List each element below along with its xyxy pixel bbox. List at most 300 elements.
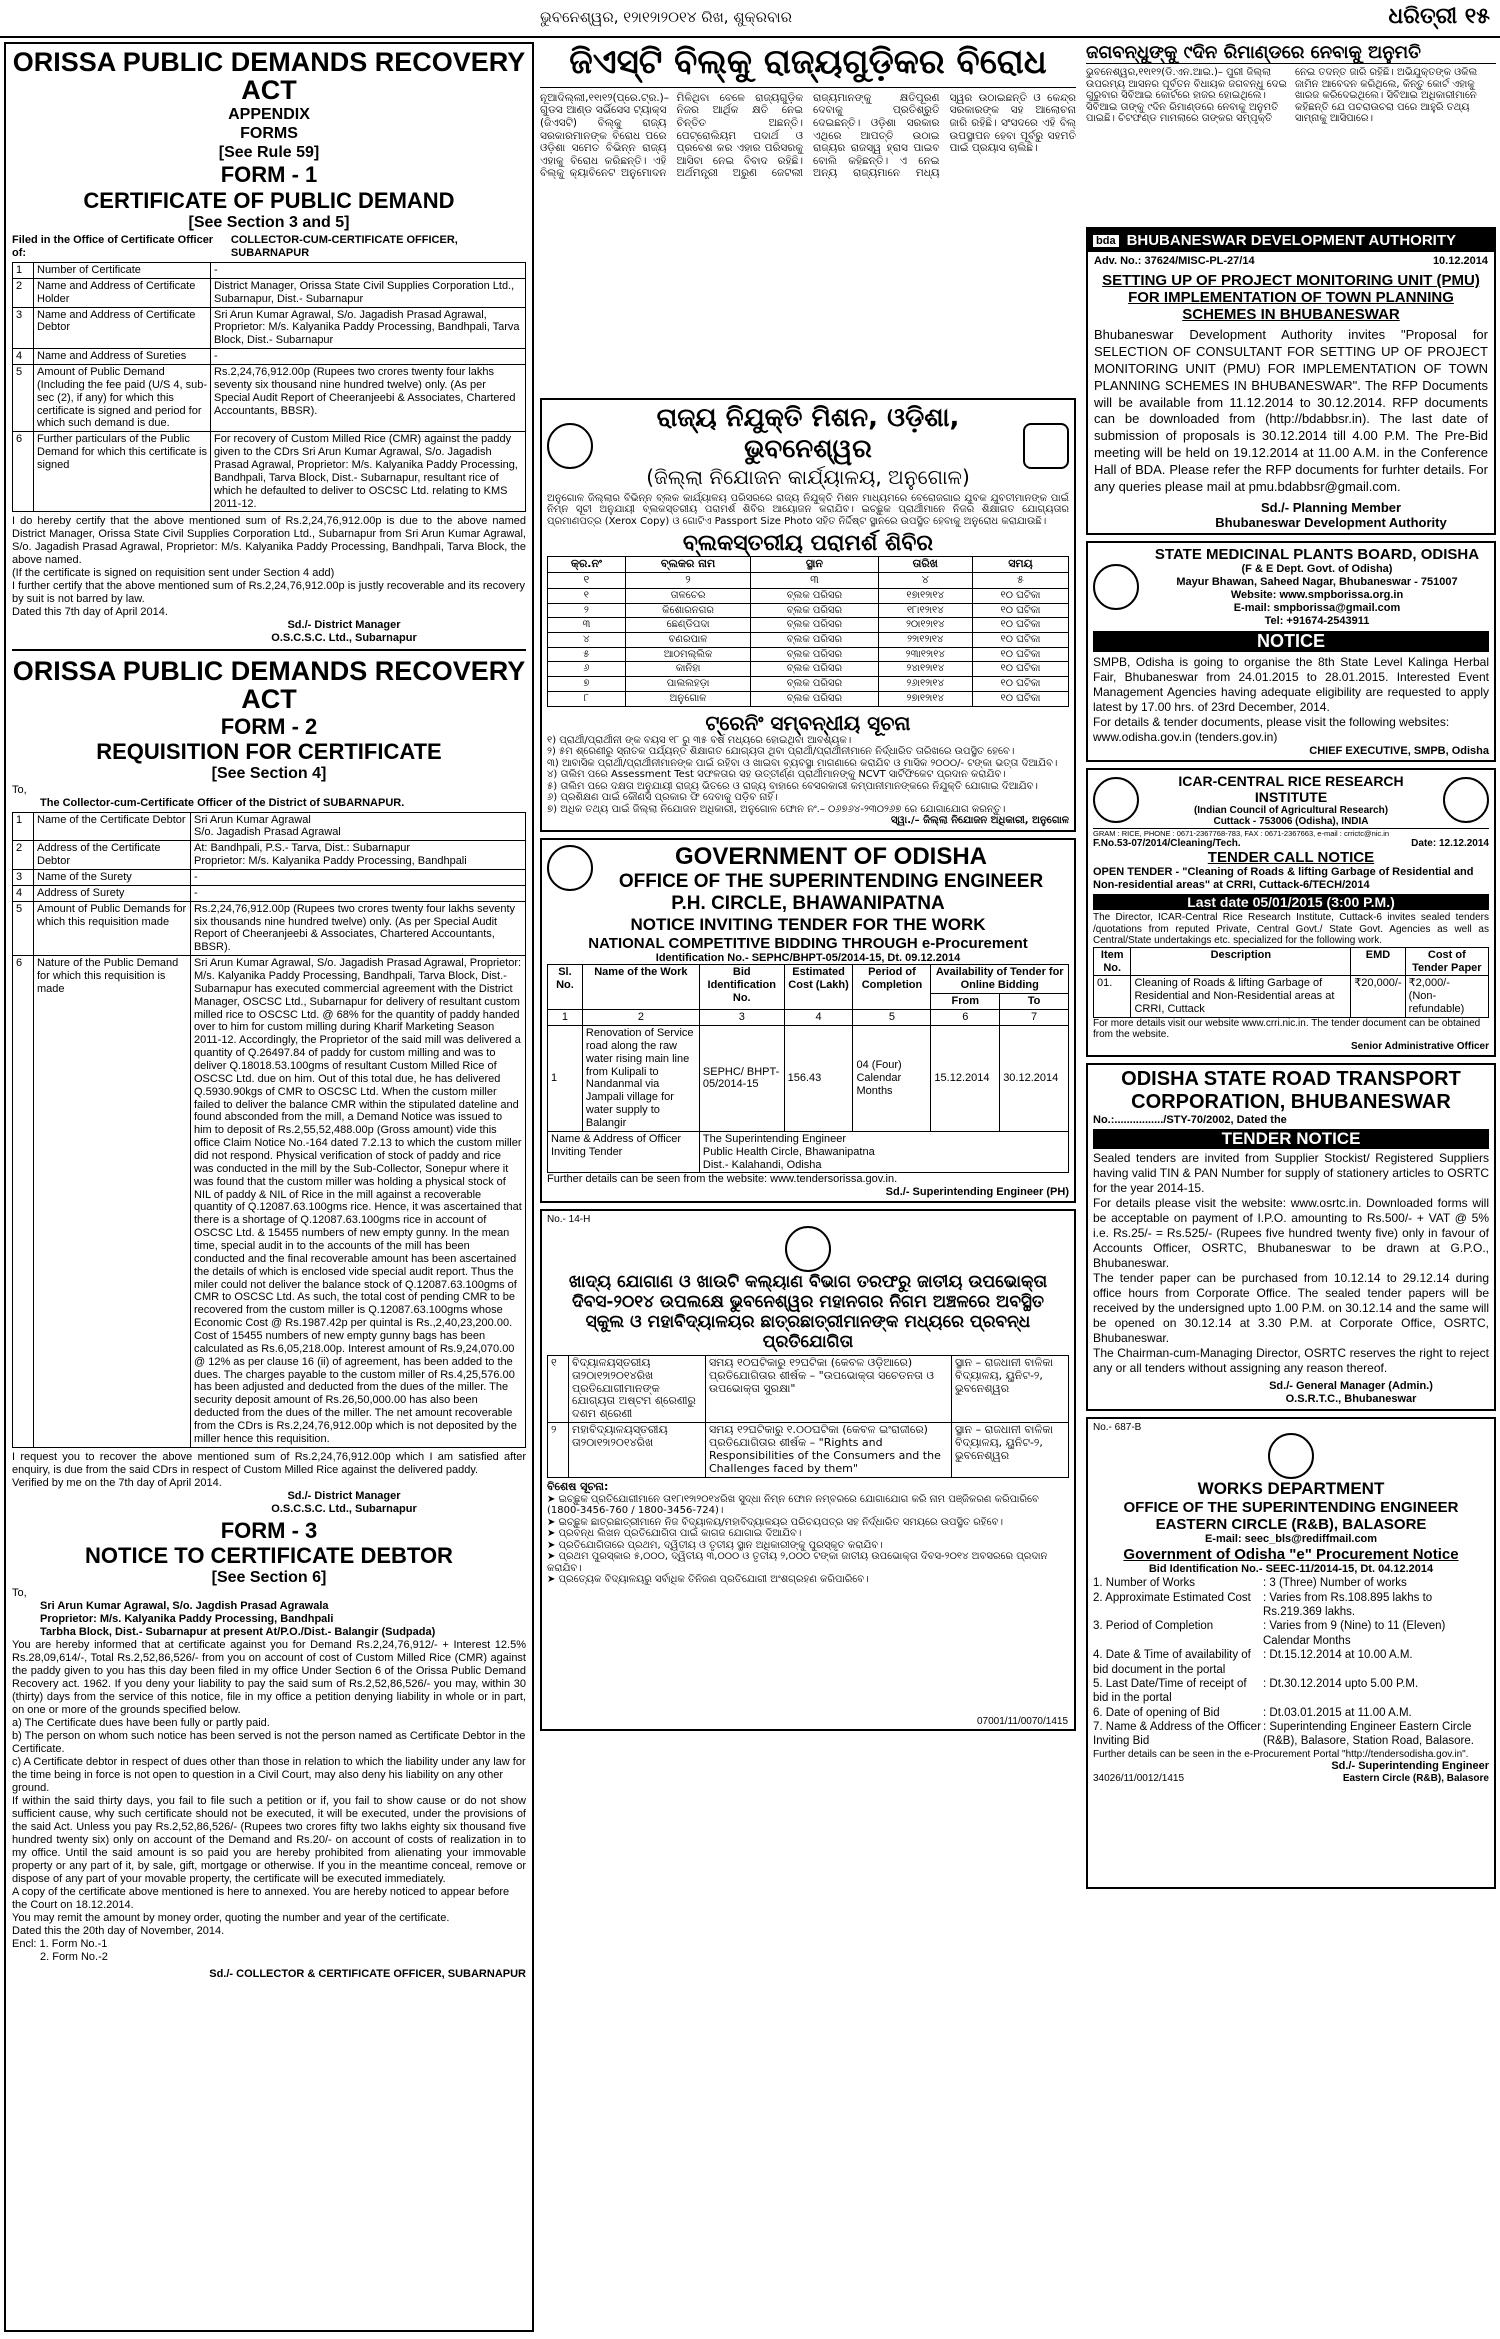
gov-cell: 04 (Four) Calendar Months [853,1025,931,1131]
camp-row [548,618,1069,633]
gov-col-header: Sl. No. [548,965,583,1010]
form2-title: FORM - 2 [220,713,318,739]
food-title-2: ଦିବସ-୨୦୧୪ ଉପଲକ୍ଷେ ଭୁବନେଶ୍ୱର ମହାନଗର ନିଗମ ଅଞ୍ଚଳରେ ଅବସ୍ଥିତ [572,1291,1044,1312]
form1-row [13,349,526,365]
crri-text: The Director, ICAR-Central Rice Research Institute, Cuttack-6 invites sealed tenders /quotations from reputed Private, Central Govt./ State Govt. Agencies as well as Central/State undertakings etc. specialized for the following work. [1093,912,1489,947]
to-label: To, [12,783,27,796]
smpb-notice-banner: NOTICE [1093,631,1489,652]
osrtc-title: ODISHA STATE ROAD TRANSPORT CORPORATION, BHUBANESWAR [1121,1067,1461,1113]
camp-cell: ୧୦ ଘଟିକା [972,589,1068,604]
bda-title: BHUBANESWAR DEVELOPMENT AUTHORITY [1126,232,1457,249]
gov-cell: Renovation of Service road along the raw water rising main line from Kulipali to Nandanmal via Jampali village for water supply to Balangir [582,1025,699,1131]
form1-table [12,262,526,512]
filed-line [12,234,526,260]
form3-ground: a) The Certificate dues have been fully or partly paid. [12,1717,270,1730]
training-item: ୭) ଅଧିକ ତଥ୍ୟ ପାଇଁ ଜିଲ୍ଲା ନିଯୋଜନ ଅଧିକାରୀ, ଅନୁଗୋଳ ଫୋନ ନଂ.– ୦୬୭୬୪-୨୩୦୨୬୭ ରେ ଯୋଗାଯୋଗ କରନ୍ତୁ। [547,803,1006,815]
smpb-text: SMPB, Odisha is going to organise the 8th State Level Kalinga Herbal Fair, Bhubaneswar from 24.01.2015 to 28.01.2015. Interested Event Management Agencies having adequate eligibility are requested to apply latest by 17.00 hrs. of 23rd December, 2014. [1093,654,1489,714]
gov-circle: P.H. CIRCLE, BHAWANIPATNA [671,892,945,914]
camp-table [547,556,1069,706]
food-cell: ୧ [548,1355,569,1422]
gov-addr-label: Name & Address of Officer Inviting Tender [548,1131,700,1173]
gov-num-row [548,1010,1069,1026]
crri-col-header: Cost of Tender Paper [1405,947,1488,976]
form1-cell: 5 [13,364,34,431]
wd-row [1093,1576,1489,1590]
form2-signature: Sd./- District Manager [287,1489,401,1502]
crri-table [1093,947,1489,1018]
wd-title: WORKS DEPARTMENT [1197,1479,1385,1499]
form1-signature: Sd./- District Manager [287,619,401,632]
form3-text: You are hereby informed that at certificate against you for Demand Rs.2,24,76,912/- + Interest 12.5% Rs.28,09,614/-, Total Rs.2,52,86,526/- from you on account of cost of Custom Milled Rice (CMR) against the paddy given to you has this day been filed in my office Under Section 6 of the Orissa Public Demand Recovery act. 1962. If you deny your liability to pay the said sum of Rs.2,52,86,526/- you may, within 30 (thirty) days from the service of this notice, file in my office a petition denying liability in whole or in part, on one or more of the grounds specified below. [12,1639,526,1717]
camp-cell: ବ୍ଲକ ପରିସର [751,691,878,706]
camp-cell: ବଣରପାଳ [625,633,751,648]
form1-row [13,307,526,349]
camp-cell: ବ୍ଲକ ପରିସର [751,618,878,633]
food-cell: ସ୍ଥାନ – ରାଜଧାନୀ ବାଳିକା ବିଦ୍ୟାଳୟ, ୟୁନିଟ-୨, ଭୁବନେଶ୍ୱର [952,1355,1069,1422]
smpb-address: Mayur Bhawan, Saheed Nagar, Bhubaneswar - 751007 [1176,575,1458,588]
form3-ground: c) A Certificate debtor in respect of dues other than those in relation to which the liability under any law for the time being in force is not open to question in a Civil Court, may also deny his liability on any other ground. [12,1756,526,1794]
wd-value: : Superintending Engineer Eastern Circle (R&B), Balasore, Station Road, Balasore. [1263,1721,1474,1748]
to-label-3: To, [12,1587,27,1600]
osrtc-text2: For details please visit the website: www.osrtc.in. Downloaded forms will be acceptable on payment of I.P.O. amounting to Rs.500/- + VAT @ 5% i.e. Rs.25/- = Rs.525/- (Rupees five hundred twenty five) only in favour of Accounts Officer, OSRTC, Bhubaneswar to be drawn at G.P.O., Bhubaneswar. [1093,1195,1489,1270]
form2-cell: Nature of the Public Demand for which this requisition is made [34,956,191,1448]
paper-name: ଧରିତ୍ରୀ [1388,4,1458,29]
smpb-email: E-mail: smpborissa@gmail.com [1233,601,1401,614]
gov-ncb: NATIONAL COMPETITIVE BIDDING THROUGH e-Procurement [588,934,1028,952]
form3-address-line: Sri Arun Kumar Agrawal, S/o. Jagdish Prasad Agrawala [40,1600,329,1613]
food-note: ➤ ପ୍ରତିଯୋଗିତାରେ ପ୍ରଥମ, ଦ୍ୱିତୀୟ ଓ ତୃତୀୟ ସ୍ଥାନ ଅଧିକାରୀଙ୍କୁ ପୁରସ୍କୃତ କରାଯିବ। [547,1539,883,1551]
form3-title: FORM - 3 [220,1517,318,1543]
crri-file-no: F.No.53-07/2014/Cleaning/Tech. [1093,837,1241,849]
osrtc-notice [1086,1063,1496,1411]
crri-open-tender: OPEN TENDER - "Cleaning of Roads & lifting Garbage of Residential and Non-residential areas" at CRRI, Cuttack-6/TECH/2014 [1093,866,1474,892]
gov-tender-table [547,964,1069,1173]
camp-cell: ୧୦ ଘଟିକା [972,647,1068,662]
camp-col-num: ୨ [625,573,751,589]
public-demands-notice [4,42,534,2332]
wd-email: E-mail: seec_bls@rediffmail.com [1204,1533,1378,1546]
gov-col-header: Bid Identification No. [699,965,784,1010]
crri-last-date: Last date 05/01/2015 (3:00 P.M.) [1093,894,1489,910]
smpb-signature: CHIEF EXECUTIVE, SMPB, Odisha [1309,744,1489,757]
wd-value: : Varies from Rs.108.895 lakhs to Rs.219.369 lakhs. [1263,1591,1433,1619]
smpb-text2: For details & tender documents, please visit the following websites: www.odisha.gov.in (tenders.gov.in) [1093,714,1450,744]
food-notice-no: No.- 14-H [547,1214,591,1226]
form2-row [13,956,526,1448]
camp-row [548,603,1069,618]
training-item: ୬) ପ୍ରଶିକ୍ଷଣ ପାଇଁ କୌଣସି ପ୍ରକାର ଫି ଦେବାକୁ ପଡ଼ିବ ନାହିଁ। [547,792,778,804]
wd-label: 3. Period of Completion [1093,1620,1214,1633]
camp-col-header: ସ୍ଥାନ [751,557,878,573]
wd-row [1093,1677,1489,1706]
food-note: ➤ ପ୍ରବନ୍ଧ ଲିଖନ ପ୍ରତିଯୋଗିତା ପାଇଁ କାଗଜ ଯୋଗାଇ ଦିଆଯିବ। [547,1528,802,1540]
crri-footer: For more details visit our website www.crri.nic.in. The tender document can be obtained from the website. [1093,1017,1481,1041]
food-note-title: ବିଶେଷ ସୂଚନା: [547,1479,609,1493]
gov-row [548,1025,1069,1131]
remand-news [1086,42,1496,219]
camp-cell: ୫ [548,647,626,662]
food-cell: ବିଦ୍ୟାଳୟସ୍ତରୀୟ ତା୨୦ା୧୨ା୨୦୧୪ରିଖ ପ୍ରତିଯୋଗୀମାନଙ୍କ ଯୋଗ୍ୟତା ଅଷ୍ଟମ ଶ୍ରେଣୀରୁ ଦଶମ ଶ୍ରେଣୀ [569,1355,706,1422]
wd-signature-org: Eastern Circle (R&B), Balasore [1342,1773,1489,1785]
crri-cell: ₹2,000/- (Non-refundable) [1405,976,1488,1018]
column-left [4,42,534,2338]
food-cell: ମହାବିଦ୍ୟାଳୟସ୍ତରୀୟ ତା୨୦ା୧୨ା୨୦୧୪ରିଖ [569,1423,706,1477]
rule-label: [See Rule 59] [218,144,320,162]
camp-cell: ୪ [548,633,626,648]
crri-notice-title: TENDER CALL NOTICE [1207,849,1375,867]
remand-body: ଭୁବନେଶ୍ୱର,୧୧ା୧୨(ଡି.ଏନ.ଆଇ.)– ପୁରୀ ଜିଲ୍ଲା ଉପରମ୍ୟ ଆସନର ପୂର୍ବତନ ବିଧାୟକ ଜଗବନ୍ଧୁ ଦେଇ ଗୁରୁବାର ସିବିଆଇ କୋର୍ଟରେ ହାଜର ହୋଇଥିଲେ। ସିବିଆଇ ତାଙ୍କୁ ୯ଦିନ ରିମାଣ୍ଡରେ ନେବାକୁ ଅନୁମତି ପାଇଛି। ଚିଟଫଣ୍ଡ ମାମଲାରେ ତାଙ୍କର ସମ୍ପୃକ୍ତି ନେଇ ତଦନ୍ତ ଜାରି ରହିଛି। ଅଭିଯୁକ୍ତଙ୍କ ଓକିଲ ଜାମିନ ଆବେଦନ କରିଥିଲେ, କିନ୍ତୁ କୋର୍ଟ ଏହାକୁ ଖାରଜ କରିଦେଇଥିଲେ। ସିବିଆଇ ଅଧିକାରୀମାନେ କହିଛନ୍ତି ଯେ ପଚରାଉଚରା ପରେ ଆହୁରି ତଥ୍ୟ ସାମ୍ନାକୁ ଆସିପାରେ। [1086,67,1478,124]
form1-cell: Number of Certificate [34,262,211,278]
form2-cell: - [191,869,526,885]
camp-num-row [548,573,1069,589]
gov-subcol: From [931,994,1000,1010]
form2-cell: Address of the Certificate Debtor [34,841,191,870]
wd-signature: Sd./- Superintending Engineer [1331,1760,1489,1773]
training-item: ୫) ତାଲିମ ପରେ ଦକ୍ଷତା ଅନୁଯାୟୀ ରାଜ୍ୟ ଭିତରେ ଓ ରାଜ୍ୟ ବାହାରେ ବେସରକାରୀ କମ୍ପାନୀମାନଙ୍କରେ ନିଯୁକ୍ତି ଯୋଗାଇ ଦିଆଯିବ। [547,780,1038,792]
camp-cell: ବ୍ଲକ ପରିସର [751,647,878,662]
camp-cell: ବ୍ଲକ ପରିସର [751,603,878,618]
form3-grounds [12,1717,526,1795]
osrtc-signature-org: O.S.R.T.C., Bhubaneswar [1285,1392,1417,1405]
bda-heading: SETTING UP OF PROJECT MONITORING UNIT (PMU) FOR IMPLEMENTATION OF TOWN PLANNING SCHEMES IN BHUBANESWAR [1102,271,1480,323]
gov-tender-notice [540,838,1076,1204]
crri-title: ICAR-CENTRAL RICE RESEARCH INSTITUTE [1178,772,1404,805]
form2-cell: Name of the Surety [34,869,191,885]
camp-col-num: ୫ [972,573,1068,589]
camp-row [548,589,1069,604]
osrtc-notice-banner: TENDER NOTICE [1093,1129,1489,1149]
gov-office: OFFICE OF THE SUPERINTENDING ENGINEER [618,870,1044,892]
crri-col-header: EMD [1351,947,1405,976]
odisha-emblem-icon [547,845,593,891]
smpb-sub: (F & E Dept. Govt. of Odisha) [1241,562,1393,575]
form1-row [13,262,526,278]
wd-office: OFFICE OF THE SUPERINTENDING ENGINEER [1123,1499,1459,1517]
form1-cell: Name and Address of Certificate Debtor [34,307,211,349]
wd-row [1093,1648,1489,1677]
form3-enclosure: Encl: 1. Form No.-1 [12,1937,108,1950]
food-note: ➤ ପ୍ରତ୍ୟେକ ବିଦ୍ୟାଳୟରୁ ସର୍ବାଧିକ ତିନିଜଣ ପ୍ରତିଯୋଗୀ ଅଂଶଗ୍ରହଣ କରିପାରିବେ। [547,1574,869,1586]
odisha-emblem-icon [547,423,593,469]
mission-signature: ସ୍ୱା./– ଜିଲ୍ଲା ନିଯୋଜନ ଅଧିକାରୀ, ଅନୁଗୋଳ [890,815,1069,827]
form1-cell: District Manager, Orissa State Civil Supplies Corporation Ltd., Subarnapur, Dist.- Subarnapur [211,278,526,307]
crri-logo-icon [1443,777,1489,823]
page-no: ୧୫ [1464,4,1490,29]
food-cell: ସ୍ଥାନ – ରାଜଧାନୀ ବାଳିକା ବିଦ୍ୟାଳୟ, ୟୁନିଟ-୨, ଭୁବନେଶ୍ୱର [952,1423,1069,1477]
camp-cell: ପାଲଲହଡ଼ା [625,677,751,692]
form1-row [13,278,526,307]
form2-row [13,841,526,870]
gst-news [540,42,1076,392]
wd-notice-title: Government of Odisha "e" Procurement Notice [1123,1546,1459,1564]
to-line: The Collector-cum-Certificate Officer of the District of SUBARNAPUR. [40,796,405,809]
form2-row [13,869,526,885]
filed-label: Filed in the Office of Certificate Officer of: [12,234,214,259]
camp-cell: ୧୮ା୧୨ା୧୪ [878,603,972,618]
camp-cell: ବ୍ଲକ ପରିସର [751,677,878,692]
camp-col-num: ୧ [548,573,626,589]
food-cell: ସମୟ ୧୨ଘଟିକାରୁ ୧.୦୦ଘଟିକା (କେବଳ ଇଂରାଜୀରେ) ପ୍ରତିଯୋଗିତାର ଶୀର୍ଷକ – "Rights and Responsibilities of the Consumers and the Challenges faced by them" [706,1423,952,1477]
camp-row [548,662,1069,677]
camp-cell: ୧୦ ଘଟିକା [972,633,1068,648]
gov-signature: Sd./- Superintending Engineer (PH) [885,1186,1069,1199]
wd-circle: EASTERN CIRCLE (R&B), BALASORE [1155,1516,1427,1534]
filed-value: COLLECTOR-CUM-CERTIFICATE OFFICER, SUBARNAPUR [230,234,458,259]
form2-heading: REQUISITION FOR CERTIFICATE [96,739,442,765]
form1-cell: 3 [13,307,34,349]
form2-cell: Amount of Public Demands for which this requisition made [34,901,191,955]
camp-cell: ୨୬ା୧୨ା୧୪ [878,677,972,692]
remand-headline: ଜଗବନ୍ଧୁଙ୍କୁ ୯ଦିନ ରିମାଣ୍ଡରେ ନେବାକୁ ଅନୁମତି [1086,42,1496,64]
camp-cell: ୨୦ା୧୨ା୧୪ [878,618,972,633]
camp-cell: ଛେଣ୍ଡିପଦା [625,618,751,633]
form1-cell: 2 [13,278,34,307]
form3-address [12,1600,526,1639]
food-row [548,1355,1069,1422]
food-title-1: ଖାଦ୍ୟ ଯୋଗାଣ ଓ ଖାଉଟି କଲ୍ୟାଣ ବିଭାଗ ତରଫରୁ ଜାତୀୟ ଉପଭୋକ୍ତା [568,1271,1048,1292]
gov-addr: The Superintending Engineer Public Health Circle, Bhawanipatna Dist.- Kalahandi, Odisha [699,1131,1068,1173]
act-title-2: ORISSA PUBLIC DEMANDS RECOVERY ACT [12,649,526,714]
form1-cell: Sri Arun Kumar Agrawal, S/o. Jagadish Prasad Agrawal, Proprietor: M/s. Kalyanika Paddy Processing, Bandhpali, Tarva Block, Dist.- Subarnapur [211,307,526,349]
crri-cell: ₹20,000/- [1351,976,1405,1018]
smpb-phone: Tel: +91674-2543911 [1264,614,1370,627]
form1-cell: 1 [13,262,34,278]
bda-logo-icon: bda [1093,235,1119,247]
bda-date: 10.12.2014 [1432,255,1488,267]
form2-row [13,901,526,955]
camp-cell: ଆଠମଲ୍ଲିକ [625,647,751,662]
form2-cell: 2 [13,841,34,870]
crri-cell: Cleaning of Roads & lifting Garbage of Residential and Non-Residential areas at CRRI, Cuttack [1131,976,1351,1018]
bda-text: Bhubaneswar Development Authority invites "Proposal for SELECTION OF CONSULTANT FOR SETTING UP OF PROJECT MONITORING UNIT (PMU) FOR IMPLEMENTATION OF TOWN PLANNING SCHEMES IN BHUBANESWAR". The RFP Documents will be available from 11.12.2014 to 30.12.2014. RFP documents can be downloaded from (http://bdabbsr.in). The last date of submission of proposals is 30.12.2014 till 4.00 P.M. The Pre-Bid meeting will be held on 19.12.2014 at 11.00 A.M. in the Conference Hall of BDA. Please refer the RFP documents for furhter details. For any queries please mail at pmu.bdabbsr@gmail.com. [1094,326,1488,494]
gov-num: 5 [853,1010,931,1026]
form3-heading: NOTICE TO CERTIFICATE DEBTOR [85,1542,453,1568]
camp-cell: ୨୪ା୧୨ା୧୪ [878,662,972,677]
gov-col-header: Availability of Tender for Online Bidding [931,965,1069,994]
form2-cell: Name of the Certificate Debtor [34,812,191,841]
camp-cell: ୮ [548,691,626,706]
wd-value: : Dt.30.12.2014 upto 5.00 P.M. [1263,1677,1419,1690]
form3-section: [See Section 6] [211,1569,327,1587]
employment-mission-notice [540,398,1076,832]
gst-headline: ଜିଏସ୍‌ଟି ବିଲ୍‌କୁ ରାଜ୍ୟଗୁଡ଼ିକର ବିରୋଧ [540,42,1076,88]
form3-text2: If within the said thirty days, you fail to file such a petition or if, you fail to show cause or do not show sufficient cause, why such certificate should not be executed, it will be executed, under the provisions of the said Act. Unless you pay Rs.2,52,86,526/- (Rupees two crores fifty two lakhs eighty six thousand five hundred twenty six) only on account of the Demand and Rs.20/- on account of costs of realization in to my office. Until the said amount is so paid you are hereby prohibited from alienating your immovable property or any part of it, by sale, gift, mortgage or otherwise. If you in the meantime conceal, remove or dispose of any part of your movable property, the certificate will be executed immediately. [12,1794,526,1885]
form1-cell: - [211,262,526,278]
crri-signature: Senior Administrative Officer [1351,1040,1489,1052]
form1-cell: Further particulars of the Public Demand for which this certificate is signed [34,432,211,512]
food-notes [547,1494,1069,1586]
crri-contact: GRAM : RICE, PHONE : 0671-2367768-783, FAX : 0671-2367663, e-mail : crrictc@nic.in [1093,828,1489,838]
osrtc-text3: The tender paper can be purchased from 10.12.14 to 29.12.14 during office hours from Corporate Office. The sealed tender papers will be received by the undersigned upto 1.00 P.M. on 30.12.14 and the same will be opened on 30.12.14 at 3.30 P.M. at Corporate Office, OSRTC, Bhubaneswar. [1093,1270,1489,1345]
camp-cell: ବ୍ଲକ ପରିସର [751,662,878,677]
appendix: APPENDIX [228,105,310,123]
form3-date: Dated this the 20th day of November, 2014. [12,1924,225,1937]
training-item: ୧) ପ୍ରାର୍ଥୀ/ପ୍ରାର୍ଥୀନୀ ଙ୍କ ବୟସ ୧୮ ରୁ ୩୫ ବର୍ଷ ମଧ୍ୟରେ ହୋଇଥିବା ଆବଶ୍ୟକ। [547,734,852,746]
training-title: ଟ୍ରେନିଂ ସମ୍ବନ୍ଧୀୟ ସୂଚନା [705,710,911,735]
wd-value: : 3 (Three) Number of works [1263,1577,1407,1590]
form3-enclosure: 2. Form No.-2 [40,1950,108,1963]
camp-col-header: କ୍ର.ନଂ [548,557,626,573]
osrtc-text: Sealed tenders are invited from Supplier Stockist/ Registered Suppliers having valid TIN & PAN Number for supply of stationery articles to OSRTC for the year 2014-15. [1093,1150,1489,1195]
training-list [547,735,1069,816]
gov-header [548,965,1069,994]
osrtc-signature: Sd./- General Manager (Admin.) [1269,1379,1433,1392]
camp-cell: ୧୦ ଘଟିକା [972,662,1068,677]
crri-cell: 01. [1094,976,1131,1018]
icar-logo-icon [1093,777,1139,823]
camp-cell: ୧୭ା୧୨ା୧୪ [878,589,972,604]
camp-cell: କିଶୋରନଗର [625,603,751,618]
gov-num: 1 [548,1010,583,1026]
form1-section: [See Section 3 and 5] [188,213,350,231]
food-row [548,1423,1069,1477]
wd-details [1093,1576,1489,1749]
wd-label: 5. Last Date/Time of receipt of bid in the portal [1093,1677,1247,1705]
odisha-emblem-icon [1268,1433,1314,1479]
camp-cell: କାନିହା [625,662,751,677]
form2-cell: Sri Arun Kumar Agrawal S/o. Jagadish Prasad Agrawal [191,812,526,841]
training-item: ୪) ତାଲିମ ପରେ Assessment Test ସଫଳତାର ସହ ଉତ୍ତୀର୍ଣ୍ଣ ପ୍ରାର୍ଥୀମାନଙ୍କୁ NCVT ସାର୍ଟିଫିକେଟ ପ୍ରଦାନ କରାଯିବ। [547,769,1006,781]
dateline: ଭୁବନେଶ୍ୱର, ୧୨ା୧୨ା୨୦୧୪ ରିଖ, ଶୁକ୍ରବାର [540,8,792,26]
form2-row [13,885,526,901]
gov-num: 6 [931,1010,1000,1026]
consumer-day-notice [540,1209,1076,1731]
form1-text3: I further certify that the above mentioned sum of Rs.2,24,76,912.00p is justly recoverable and its recovery by suit is not barred by law. [12,580,525,606]
odisha-emblem-icon [785,1226,831,1272]
camp-col-header: ତାରିଖ [878,557,972,573]
form3-signature: Sd./- COLLECTOR & CERTIFICATE OFFICER, SUBARNAPUR [209,1967,526,1980]
wd-code: 34026/11/0012/1415 [1093,1773,1185,1785]
food-title-3: ସ୍କୁଲ ଓ ମହାବିଦ୍ୟାଳୟର ଛାତ୍ରଛାତ୍ରୀମାନଙ୍କ ମଧ୍ୟରେ ପ୍ରବନ୍ଧ ପ୍ରତିଯୋଗିତା [585,1311,1031,1352]
wd-row [1093,1591,1489,1620]
camp-cell: ୨ [548,603,626,618]
wd-row [1093,1706,1489,1720]
camp-cell: ଅନୁଗୋଳ [625,691,751,706]
crri-header [1094,947,1489,976]
gov-cell: 15.12.2014 [931,1025,1000,1131]
form1-row [13,432,526,512]
wd-label: 4. Date & Time of availability of bid document in the portal [1093,1649,1251,1676]
camp-cell: ୨୭ା୧୨ା୧୪ [878,691,972,706]
form2-cell: Address of Surety [34,885,191,901]
form1-cell: Name and Address of Sureties [34,349,211,365]
gov-addr-row [548,1131,1069,1173]
camp-row [548,633,1069,648]
form2-table [12,812,526,1448]
camp-cell: ୩ [548,618,626,633]
form2-section: [See Section 4] [211,765,327,783]
works-dept-notice [1086,1417,1496,1889]
form1-text: I do hereby certify that the above mentioned sum of Rs.2,24,76,912.00p is due to the above named District Manager, Orissa State Civil Supplies Corporation Ltd., Subarnapur from Sri Arun Kumar Agrawal, S/o. Jagadish Prasad Agrawal, Proprietor: M/s. Kalyanika Paddy Processing, Bandhpali, Tarva Block, the above named. [12,515,526,567]
camp-cell: ୧୦ ଘଟିକା [972,691,1068,706]
training-item: ୨) ୫ମ ଶ୍ରେଣୀରୁ ସ୍ନାତକ ପର୍ଯ୍ୟନ୍ତ ଶିକ୍ଷାଗତ ଯୋଗ୍ୟତା ଥିବା ପ୍ରାର୍ଥୀ/ପ୍ରାର୍ଥୀନୀମାନେ ନିର୍ଦ୍ଧାରିତ ତାରିଖରେ ଉପସ୍ଥିତ ହେବେ। [547,746,1015,758]
gov-col-header: Estimated Cost (Lakh) [784,965,853,1010]
training-item: ୩) ଆବାସିକ ପ୍ରାର୍ଥୀ/ପ୍ରାର୍ଥୀନୀମାନଙ୍କ ପାଇଁ ରହିବା ଓ ଖାଇବା ବ୍ୟବସ୍ଥା ମାଗଣାରେ କରାଯିବ ଓ ମାସିକ ୨୦୦୦/- ଟଙ୍କା ଭତ୍ତା ଦିଆଯିବ। [547,757,1058,769]
crri-row [1094,976,1489,1018]
form1-signature-org: O.S.C.S.C. Ltd., Subarnapur [271,632,417,645]
food-cell: ସମୟ ୧୦ଘଟିକାରୁ ୧୨ଘଟିକା (କେବଳ ଓଡ଼ିଆରେ) ପ୍ରତିଯୋଗିତାର ଶୀର୍ଷକ – "ଉପଭୋକ୍ତା ସଚେତନତା ଓ ଉପଭୋକ୍ତା ସୁରକ୍ଷା" [706,1355,952,1422]
gov-identification: Identification No.- SEPHC/BHPT-05/2014-15, Dt. 09.12.2014 [655,951,961,964]
bda-notice [1086,227,1496,535]
wd-bid-id: Bid Identification No.- SEEC-11/2014-15, Dt. 04.12.2014 [1148,1563,1434,1576]
form3-text3: A copy of the certificate above mentioned is here to annexed. You are hereby noticed to appear before the Court on 18.12.2014. [12,1885,510,1911]
form1-cell: - [211,349,526,365]
gov-cell: 1 [548,1025,583,1131]
wd-row [1093,1619,1489,1648]
crri-address: Cuttack - 753006 (Odisha), INDIA [1213,816,1369,828]
wd-value: : Varies from 9 (Nine) to 11 (Eleven) Calendar Months [1263,1620,1446,1647]
forms-label: FORMS [240,124,298,142]
smpb-notice [1086,541,1496,762]
crri-col-header: Item No. [1094,947,1131,976]
camp-col-header: ବ୍ଲକର ନାମ [625,557,751,573]
form2-row [13,812,526,841]
crri-notice [1086,768,1496,1057]
crri-col-header: Description [1131,947,1351,976]
crri-sub: (Indian Council of Agricultural Research) [1193,804,1389,816]
form3-address-line: Tarbha Block, Dist.- Subarnapur at present At/P.O./Dist.- Balangir (Sudpada) [40,1626,436,1639]
form2-cell: 6 [13,956,34,1448]
form2-cell: 1 [13,812,34,841]
form1-title: FORM - 1 [220,162,318,188]
odisha-emblem-icon [1093,564,1139,610]
osrtc-ref: No.:................/STY-70/2002, Dated the [1093,1113,1287,1126]
form2-cell: 3 [13,869,34,885]
crri-date: Date: 12.12.2014 [1411,837,1489,849]
form1-cell: For recovery of Custom Milled Rice (CMR) against the paddy given to the CDrs Sri Arun Kumar Agrawal, S/o. Jagadish Prasad Agrawal, Proprietor: M/s. Kalyanika Paddy Processing, Bandhpali, Tarva Block, Dist.- Subarnapur, resultant rice of which he defaulted to deliver to OSCSC Ltd. relating to KMS 2011-12. [211,432,526,512]
form3-address-line: Proprietor: M/s. Kalyanika Paddy Processing, Bandhpali [40,1613,334,1626]
wd-notice-no: No.- 687-B [1093,1421,1142,1433]
form1-cell: Name and Address of Certificate Holder [34,278,211,307]
gov-subcol: To [1000,994,1069,1010]
form2-cell: Sri Arun Kumar Agrawal, S/o. Jagadish Prasad Agrawal, Proprietor: M/s. Kalyanika Paddy Processing, Bandhpali, Tarva Block, Dist.- Subarnapur has executed commercial agreement with the District Manager, OSCSC Ltd., Subarnapur for delivery of resultant custom milled rice to OSCSC Ltd. @ 68% for the quantity of paddy handed over to him for custom milling during Kharif Marketing Season 2011-12. Accordingly, the Proprietor of the said mill was delivered a quantity of Q.26497.84 of paddy for custom milling and was to deliver Q.18018.53.100gms of resultant Custom Milled Rice of OSCSC Ltd. due on him. Out of this total due, he has delivered Q.5930.90kgs of CMR to OSCSC Ltd. When the custom miller failed to deliver the balance CMR within the stipulated dateline and found absconded from the mill, a Demand Notice was issued to him to deposit of Rs.2,55,52,488.00p (Gross amount) vide this office Claim Notice No.-164 dated 7.2.13 to which the custom miller did not respond. Physical verification of stock of paddy and rice was conducted in the mill by the Sub-Collector, Sonepur where it was found that the custom miller was holding a physical stock of NIL of paddy & NIL of Rice in the mill against a recoverable quantity of Q.12087.63.100gms rice. Hence, it was ascertained that there is a shortage of Q.12087.63.100gms rice in account of OSCSC Ltd. & 15455 numbers of new empty gunny. In the mean time, special audit in to the accounts of the mill has been conducted and the final recoverable amount has been ascertained the details of which is enclosed vide special audit report. Thus the miler could not deliver the balance stock of Q.12087.63.100gms of CMR to OSCSC Ltd. As such, the total cost of pending CMR to be recovered from the custom miller is Q.12087.63.100gms whose Economic Cost @ Rs.1987.42p per quintal is Rs.,2,40,23,200.00. Cost of 15455 numbers of new empty gunny bags has been calculated as Rs.6,05,218.00p. Interest amount of Rs.9,24,070.00 @ 12% as per clause 16 (ii) of agreement, has been added to the dues. The charges payable to the custom miller of Rs.4,25,576.00 has been adjusted and deducted from the dues of the miller. The security deposit amount of Rs.26,50,000.00 has also been deducted from the dues of the miller. The net amount recoverable from the CDrs is Rs.2,24,76,912.00p which is not deposited by the miller hence this requisition. [191,956,526,1448]
form2-cell: Rs.2,24,76,912.00p (Rupees two crores twenty four lakhs seventy six thousands nine hundred twelve) only. (As per Special Audit Report of Cheeranjeebi & Associates, Chartered Accountants, BBSR). [191,901,526,955]
form3-enclosures [12,1938,526,1964]
camp-cell: ବ୍ଲକ ପରିସର [751,633,878,648]
camp-col-header: ସମୟ [972,557,1068,573]
camp-cell: ୨୨ା୧୨ା୧୪ [878,633,972,648]
bda-signature: Sd./- Planning Member [1260,499,1402,515]
smpb-website: Website: www.smpborissa.org.in [1230,588,1404,601]
wd-label: 6. Date of opening of Bid [1093,1706,1220,1719]
camp-cell: ୨୩ା୧୨ା୧୪ [878,647,972,662]
food-note: ➤ ଇଚ୍ଛୁକ ପ୍ରତିଯୋଗୀମାନେ ତା୧୮ା୧୨ା୨୦୧୪ରିଖ ସୁଦ୍ଧା ନିମ୍ନ ଫୋନ ନମ୍ବରରେ ଯୋଗାଯୋଗ କରି ନାମ ପଞ୍ଜିକରଣ କରିପାରିବେ (1800-3456-760 / 1800-3456-724)। [547,1493,1039,1517]
camp-cell: ୧୦ ଘଟିକା [972,677,1068,692]
act-title: ORISSA PUBLIC DEMANDS RECOVERY ACT [12,47,526,106]
food-cell: ୨ [548,1423,569,1477]
page-number [1388,4,1490,29]
page-header [0,0,1500,38]
form1-date: Dated this 7th day of April 2014. [12,606,168,619]
form2-text: I request you to recover the above mentioned sum of Rs.2,24,76,912.00p which I am satisfied after enquiry, is due from the said CDrs in respect of Custom Milled Rice against the delivered paddy. [12,1450,526,1476]
food-schedule-table [547,1355,1069,1478]
form2-date: Verified by me on the 7th day of April 2014. [12,1476,222,1489]
form2-cell: - [191,885,526,901]
column-middle [540,42,1076,1737]
mission-logo-icon [1023,423,1069,469]
form3-ground: b) The person on whom such notice has been served is not the person named as Certificate Debtor in the Certificate. [12,1730,526,1756]
form2-cell: 4 [13,885,34,901]
gov-cell: 30.12.2014 [1000,1025,1069,1131]
wd-value: : Dt.03.01.2015 at 11.00 A.M. [1263,1706,1412,1719]
camp-cell: ବ୍ଲକ ପରିସର [751,589,878,604]
food-note: ➤ ପ୍ରଥମ ପୁରସ୍କାର ୫,୦୦୦, ଦ୍ୱିତୀୟ ୩,୦୦୦ ଓ ତୃତୀୟ ୨,୦୦୦ ଟଙ୍କା ଜାତୀୟ ଉପଭୋକ୍ତା ଦିବସ-୨୦୧୪ ଅବସରରେ ପ୍ରଦାନ କରାଯିବ। [547,1551,1048,1574]
gov-num: 7 [1000,1010,1069,1026]
wd-footer: Further details can be seen in the e-Procurement Portal "http://tendersodisha.gov.in". [1093,1748,1469,1760]
form1-cell: Amount of Public Demand (Including the fee paid (U/S 4, sub-sec (2), if any) for which this certificate is signed and period for which such demand is due. [34,364,211,431]
camp-title: ବ୍ଲକସ୍ତରୀୟ ପରାମର୍ଶ ଶିବିର [682,531,934,557]
bda-adv-no: Adv. No.: 37624/MISC-PL-27/14 [1094,255,1255,267]
